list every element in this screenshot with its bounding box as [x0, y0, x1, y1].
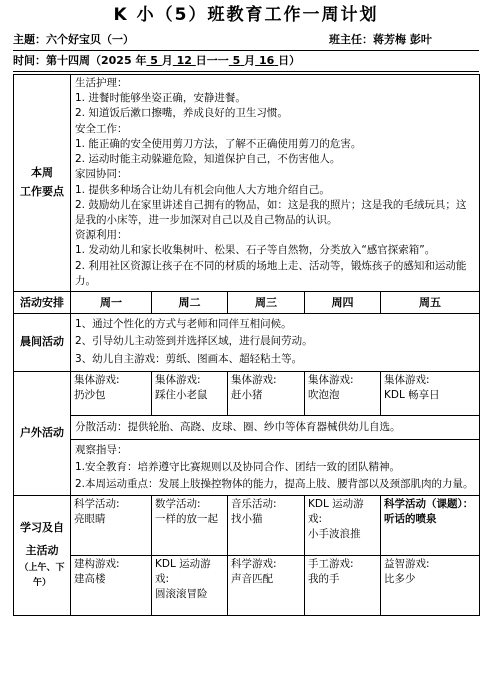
study-friday-1: 科学活动（课题）： 听话的喷泉 — [381, 495, 480, 555]
morning-row — [14, 314, 480, 372]
day-friday: 周五 — [381, 292, 480, 314]
start-day: 12 — [176, 54, 192, 68]
study-wednesday-2: 科学游戏: 声音匹配 — [228, 555, 305, 615]
time-label: 时间： — [13, 54, 46, 68]
list-item: 3、幼儿自主游戏：剪纸、图画本、超轻粘土等。 — [75, 352, 303, 365]
end-day: 16 — [258, 54, 275, 68]
list-item: 1. 能正确的安全使用剪刀方法，了解不正确使用剪刀的危害。 — [75, 137, 362, 150]
schedule-label: 活动安排 — [14, 292, 71, 314]
key-points-row — [14, 75, 480, 292]
start-month: 5 — [150, 54, 158, 68]
key-points-content — [71, 75, 480, 292]
theme-row — [13, 30, 479, 51]
start-day-label: 日 — [195, 54, 207, 68]
list-item: 2. 利用社区资源让孩子在不同的材质的场地上走、活动等，锻炼孩子的感知和运动能力。 — [75, 259, 467, 287]
study-label: 学习及自 主活动 （上午、下午） — [14, 495, 71, 615]
end-day-label: 日） — [278, 54, 301, 68]
section-title-safety: 安全工作： — [75, 122, 128, 135]
study-monday-2: 建构游戏: 建高楼 — [71, 555, 152, 615]
week-number: 第十四周 — [46, 54, 90, 68]
list-item: 2. 知道饭后漱口擦嘴，养成良好的卫生习惯。 — [75, 107, 288, 120]
study-row-1 — [14, 495, 480, 555]
section-title-life: 生活护理： — [75, 77, 128, 89]
outdoor-scattered: 分散活动：提供轮胎、高跷、皮球、圈、纱巾等体育器械供幼儿自选。 — [71, 416, 480, 440]
list-item: 2.本周运动重点：发展上肢操控物体的能力，提高上肢、腰背部以及颈部肌肉的力量。 — [75, 477, 474, 490]
outdoor-guidance — [71, 440, 480, 495]
day-wednesday: 周三 — [228, 292, 305, 314]
outdoor-game-wednesday: 集体游戏: 赶小猪 — [228, 372, 305, 416]
list-item: 2. 鼓励幼儿在家里讲述自己拥有的物品，如：这是我的照片；这是我的毛绒玩具；这是我的小床等，进一步加深对自己以及自己物品的认识。 — [75, 198, 467, 226]
theme-label: 主题： — [13, 33, 46, 47]
outdoor-game-friday: 集体游戏: KDL 畅享日 — [381, 372, 480, 416]
list-item: 1.安全教育：培养遵守比赛规则以及协同合作、团结一致的团队精神。 — [75, 461, 401, 474]
outdoor-game-tuesday: 集体游戏: 踩住小老鼠 — [152, 372, 228, 416]
teacher-info — [329, 32, 479, 48]
outdoor-game-thursday: 集体游戏: 吹泡泡 — [305, 372, 381, 416]
date-separator: 一一 — [206, 54, 229, 68]
day-tuesday: 周二 — [152, 292, 228, 314]
list-item: 1. 发动幼儿和家长收集树叶、松果、石子等自然物，分类放入“感官探索箱”。 — [75, 244, 436, 257]
outdoor-scattered-row — [14, 416, 480, 440]
guidance-title: 观察指导： — [75, 444, 128, 457]
end-month-label: 月 — [244, 54, 256, 68]
study-friday-2: 益智游戏: 比多少 — [381, 555, 480, 615]
section-title-home: 家园协同： — [75, 168, 128, 181]
theme-value: 六个好宝贝（一） — [46, 33, 134, 47]
theme-info — [13, 32, 329, 48]
key-points-heading: 本周 工作要点 — [14, 75, 71, 292]
outdoor-games-row — [14, 372, 480, 416]
time-row — [13, 51, 479, 72]
list-item: 1. 进餐时能够坐姿正确，安静进餐。 — [75, 92, 246, 105]
start-month-label: 月 — [161, 54, 173, 68]
day-monday: 周一 — [71, 292, 152, 314]
list-item: 2、引导幼儿主动签到并选择区域，进行晨间劳动。 — [75, 335, 313, 348]
list-item: 1、通过个性化的方式与老师和同伴互相问候。 — [75, 318, 292, 331]
morning-content — [71, 314, 480, 372]
study-row-2 — [14, 555, 480, 615]
list-item: 2. 运动时能主动躲避危险，知道保护自己，不伤害他人。 — [75, 153, 341, 166]
study-monday-1: 科学活动: 亮眼睛 — [71, 495, 152, 555]
teacher-label: 班主任： — [329, 33, 373, 47]
study-tuesday-2: KDL 运动游戏: 圆滚滚冒险 — [152, 555, 228, 615]
study-wednesday-1: 音乐活动: 找小猫 — [228, 495, 305, 555]
outdoor-guidance-row — [14, 440, 480, 495]
morning-label: 晨间活动 — [14, 314, 71, 372]
study-thursday-2: 手工游戏: 我的手 — [305, 555, 381, 615]
day-thursday: 周四 — [305, 292, 381, 314]
outdoor-game-monday: 集体游戏: 扔沙包 — [71, 372, 152, 416]
plan-table — [13, 74, 480, 616]
study-tuesday-1: 数学活动: 一样的放一起 — [152, 495, 228, 555]
study-thursday-1: KDL 运动游戏: 小手波浪推 — [305, 495, 381, 555]
list-item: 1. 提供多种场合让幼儿有机会向他人大方地介绍自己。 — [75, 183, 330, 196]
outdoor-label: 户外活动 — [14, 372, 71, 496]
end-month: 5 — [232, 54, 241, 68]
teacher-value: 蒋芳梅 彭叶 — [373, 33, 432, 47]
year-open: （2025 年 — [90, 54, 147, 68]
section-title-resources: 资源利用： — [75, 229, 128, 242]
page-title: K 小（5）班教育工作一周计划 — [113, 5, 379, 25]
days-row — [14, 292, 480, 314]
